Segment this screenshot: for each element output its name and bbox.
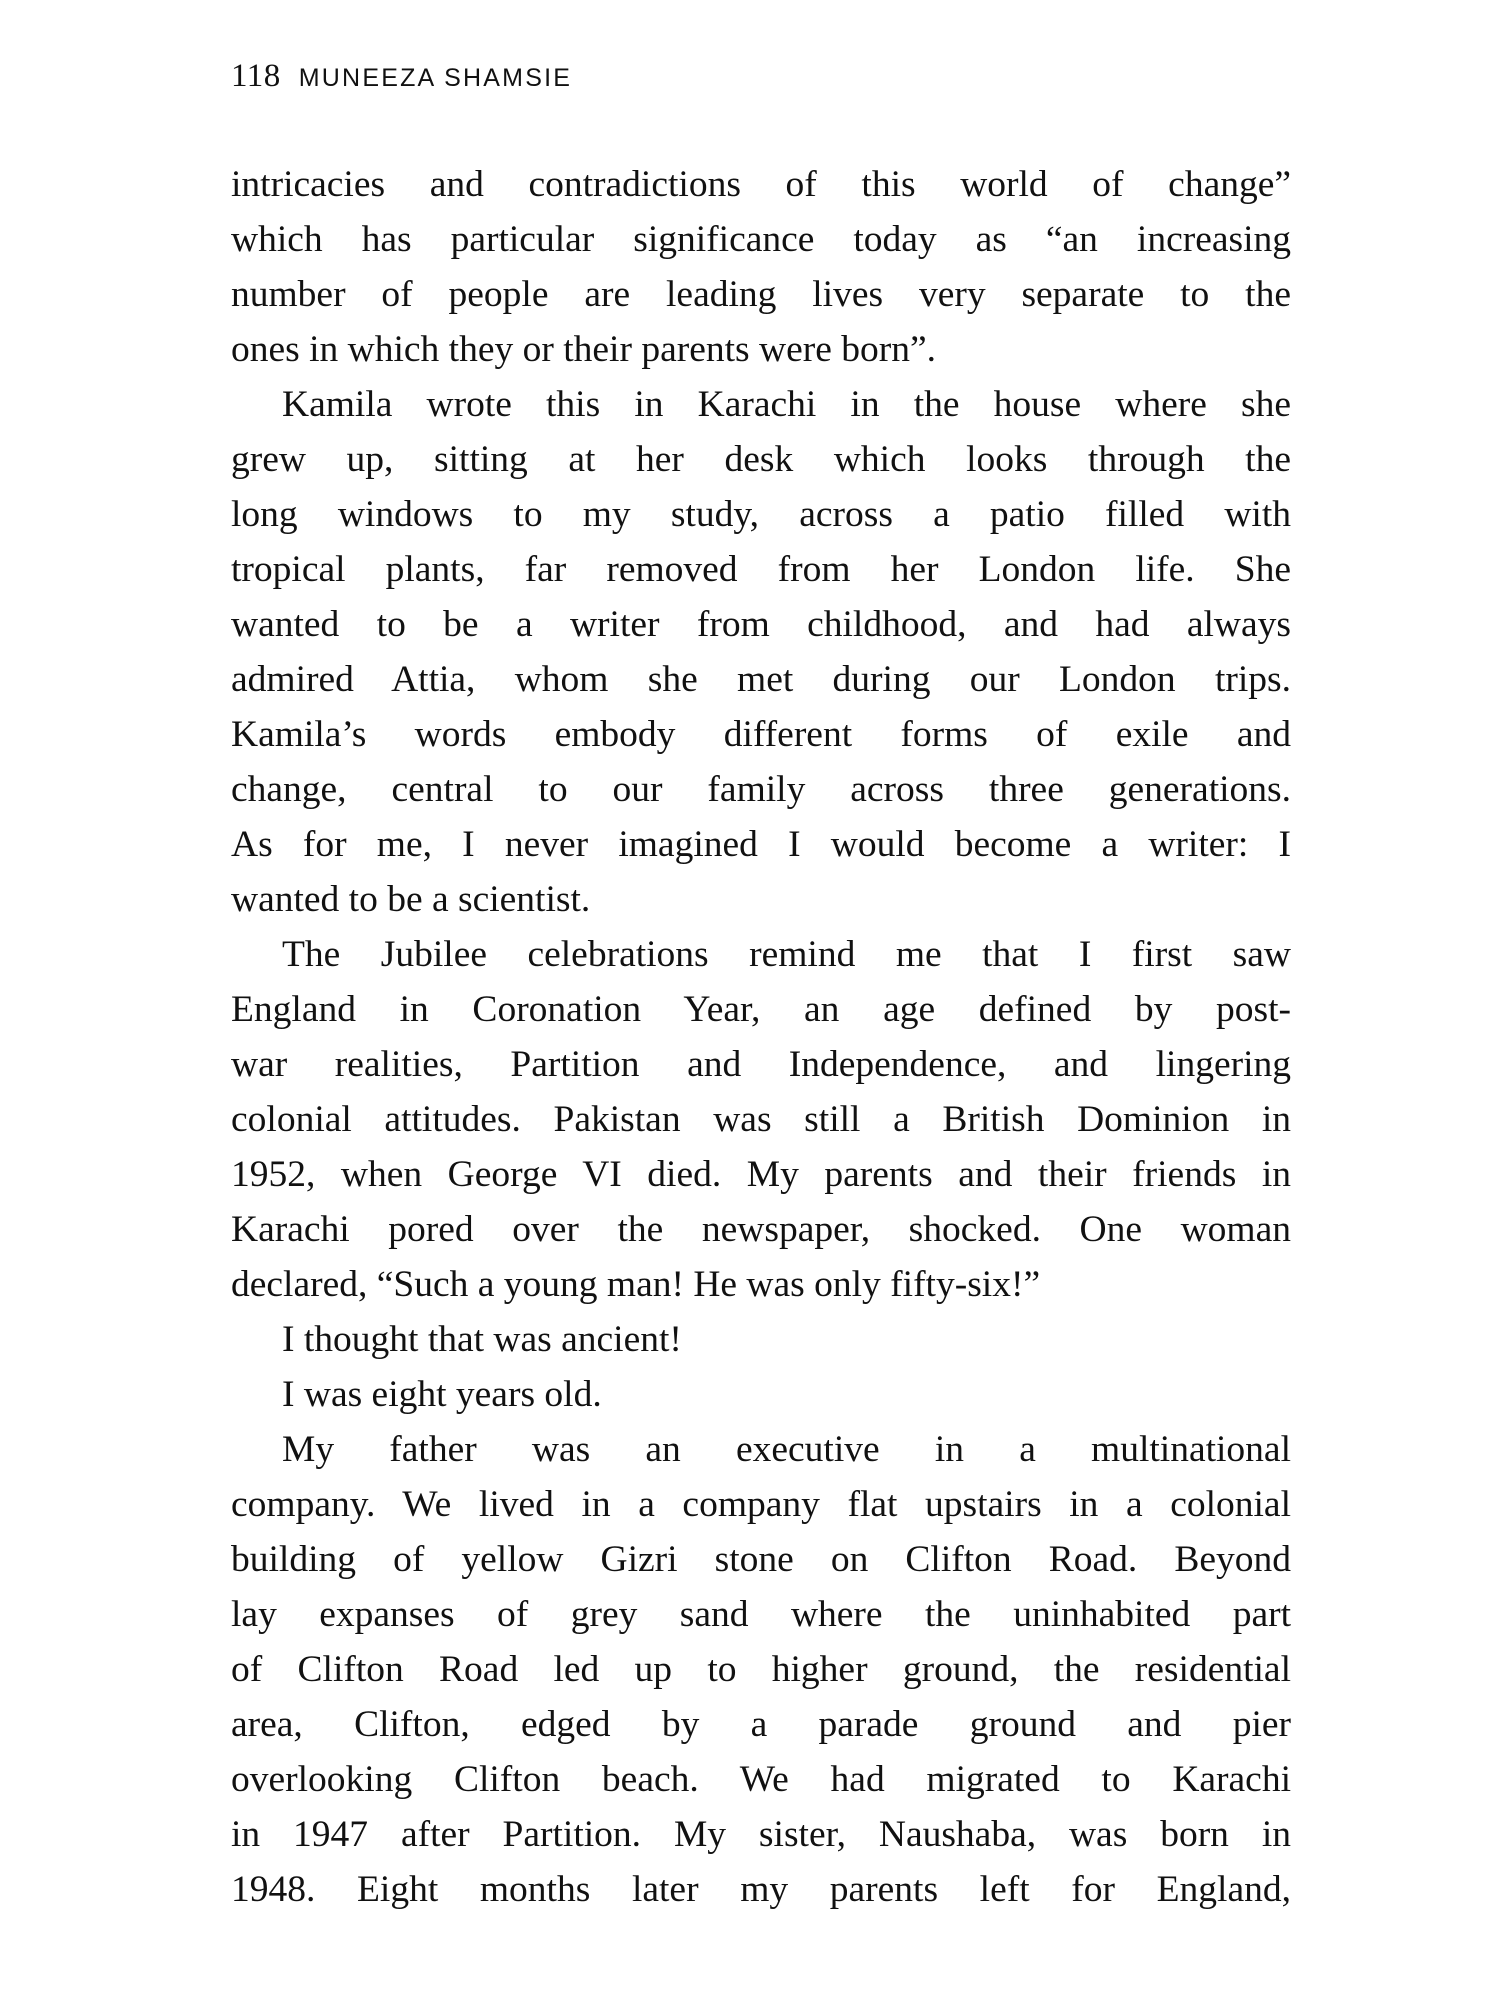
running-head — [231, 58, 1291, 108]
text-line: ones in which they or their parents were born”. — [231, 329, 936, 370]
text-line: in 1947 after Partition. My sister, Naushaba, was born in — [231, 1814, 1291, 1855]
text-line: of Clifton Road led up to higher ground, the residential — [231, 1649, 1291, 1690]
text-line: number of people are leading lives very separate to the — [231, 274, 1291, 315]
text-line: Karachi pored over the newspaper, shocked. One woman — [231, 1209, 1291, 1250]
text-line: Kamila’s words embody different forms of exile and — [231, 714, 1291, 755]
author-name: MUNEEZA SHAMSIE — [298, 64, 573, 92]
text-line: 1952, when George VI died. My parents and their friends in — [231, 1154, 1291, 1195]
text-line: The Jubilee celebrations remind me that I first saw — [282, 934, 1291, 975]
text-line: intricacies and contradictions of this world of change” — [231, 164, 1291, 205]
text-line: My father was an executive in a multinational — [282, 1429, 1291, 1470]
text-line: declared, “Such a young man! He was only fifty-six!” — [231, 1264, 1041, 1305]
text-line: change, central to our family across three generations. — [231, 769, 1291, 810]
text-line: area, Clifton, edged by a parade ground and pier — [231, 1704, 1291, 1745]
text-line: long windows to my study, across a patio filled with — [231, 494, 1291, 535]
text-line: wanted to be a scientist. — [231, 879, 591, 920]
text-line: lay expanses of grey sand where the uninhabited part — [231, 1594, 1291, 1635]
text-line: As for me, I never imagined I would become a writer: I — [231, 824, 1291, 865]
text-line: building of yellow Gizri stone on Clifton Road. Beyond — [231, 1539, 1291, 1580]
text-line: I thought that was ancient! — [282, 1319, 682, 1360]
text-line: admired Attia, whom she met during our London trips. — [231, 659, 1291, 700]
text-line: 1948. Eight months later my parents left for England, — [231, 1869, 1291, 1910]
text-line: which has particular significance today as “an increasing — [231, 219, 1291, 260]
text-line: wanted to be a writer from childhood, and had always — [231, 604, 1291, 645]
text-line: I was eight years old. — [282, 1374, 602, 1415]
text-line: company. We lived in a company flat upstairs in a colonial — [231, 1484, 1291, 1525]
body-text — [231, 157, 1291, 1917]
text-line: colonial attitudes. Pakistan was still a British Dominion in — [231, 1099, 1291, 1140]
page-number: 118 — [231, 58, 281, 94]
text-line: Kamila wrote this in Karachi in the house where she — [282, 384, 1291, 425]
text-line: grew up, sitting at her desk which looks through the — [231, 439, 1291, 480]
text-line: tropical plants, far removed from her London life. She — [231, 549, 1291, 590]
text-line: England in Coronation Year, an age defined by post- — [231, 989, 1291, 1030]
text-line: war realities, Partition and Independence, and lingering — [231, 1044, 1291, 1085]
text-line: overlooking Clifton beach. We had migrated to Karachi — [231, 1759, 1291, 1800]
